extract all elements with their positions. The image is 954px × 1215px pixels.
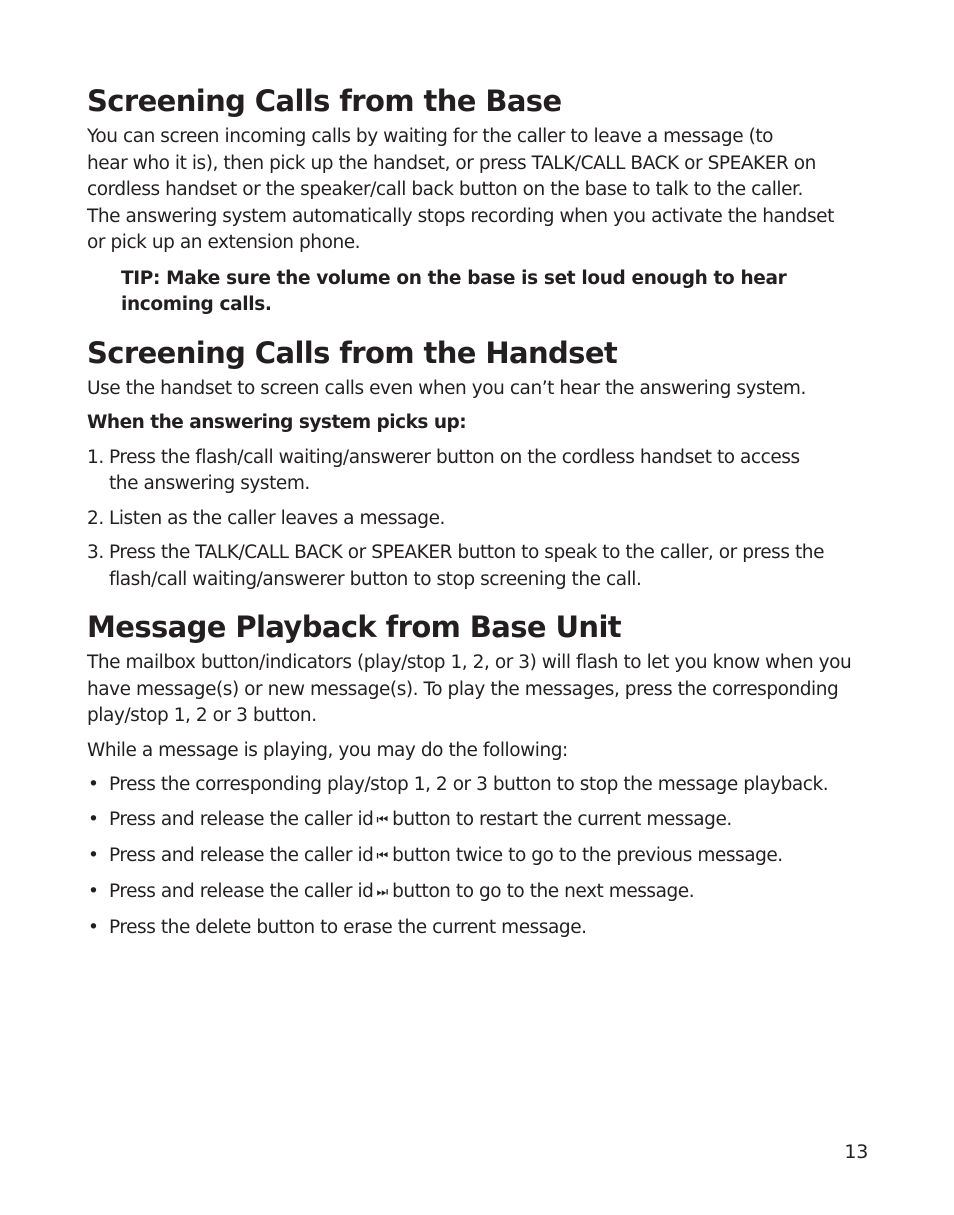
step-item: [87, 506, 877, 533]
text-line: The answering system automatically stops recording when you activate the handset: [87, 205, 834, 227]
text-line: Listen as the caller leaves a message.: [109, 507, 445, 529]
bullet-item: [87, 843, 877, 871]
bullet-item: [87, 807, 877, 835]
bullet-item: [87, 879, 877, 907]
text-line: hear who it is), then pick up the handset, or press TALK/CALL BACK or SPEAKER on: [87, 152, 816, 174]
screening-handset-intro: Use the handset to screen calls even when you can’t hear the answering system.: [87, 377, 806, 399]
bullet-text: Press and release the caller id: [109, 881, 374, 902]
step-item: [87, 445, 877, 498]
bullet-text: button twice to go to the previous message.: [392, 845, 783, 866]
text-line: Press the TALK/CALL BACK or SPEAKER button to speak to the caller, or press the: [109, 542, 825, 563]
bullet-icon: •: [88, 845, 99, 866]
playback-options-list: [87, 772, 877, 942]
text-line: The mailbox button/indicators (play/stop 1, 2, or 3) will flash to let you know when you: [87, 652, 852, 673]
step-number: 2.: [87, 507, 104, 529]
page-number: 13: [844, 1141, 868, 1163]
text-line: the answering system.: [109, 473, 310, 494]
bullet-icon: •: [88, 881, 99, 902]
tip-line: incoming calls.: [121, 294, 272, 315]
bullet-text: button to restart the current message.: [392, 809, 732, 830]
skip-back-icon: ⏮: [376, 849, 387, 864]
bullet-icon: •: [88, 774, 99, 795]
section-title-message-playback: Message Playback from Base Unit: [87, 610, 622, 644]
step-number: 3.: [87, 542, 104, 563]
text-line: or pick up an extension phone.: [87, 232, 361, 253]
text-line: flash/call waiting/answerer button to stop screening the call.: [109, 568, 642, 590]
bullet-icon: •: [88, 809, 99, 830]
section-title-screening-base: Screening Calls from the Base: [87, 84, 562, 118]
tip-note: [121, 266, 877, 319]
text-line: Press the flash/call waiting/answerer button on the cordless handset to access: [109, 446, 800, 468]
skip-forward-icon: ⏭: [376, 885, 387, 900]
message-playback-paragraph: [87, 650, 877, 730]
text-line: have message(s) or new message(s). To play the messages, press the corresponding: [87, 678, 839, 700]
section-title-screening-handset: Screening Calls from the Handset: [87, 335, 618, 370]
manual-page: [87, 82, 877, 950]
bullet-text: Press the delete button to erase the current message.: [109, 917, 587, 938]
bullet-item: [87, 915, 877, 942]
screening-steps-list: [87, 445, 877, 594]
bullet-item: [87, 772, 877, 799]
text-line: play/stop 1, 2 or 3 button.: [87, 705, 317, 726]
text-line: You can screen incoming calls by waiting for the caller to leave a message (to: [87, 126, 774, 147]
bullet-text: Press the corresponding play/stop 1, 2 or 3 button to stop the message playback.: [109, 774, 829, 795]
step-item: [87, 540, 877, 593]
bullet-text: button to go to the next message.: [392, 881, 695, 902]
bullet-text: Press and release the caller id: [109, 809, 374, 830]
skip-back-icon: ⏮: [376, 813, 387, 828]
text-line: cordless handset or the speaker/call back button on the base to talk to the caller.: [87, 179, 803, 200]
screening-base-paragraph: [87, 124, 877, 257]
bullet-icon: •: [88, 917, 99, 938]
step-number: 1.: [87, 446, 104, 468]
bullet-text: Press and release the caller id: [109, 845, 374, 866]
tip-line: TIP: Make sure the volume on the base is set loud enough to hear: [121, 267, 787, 289]
while-playing-paragraph: While a message is playing, you may do the following:: [87, 739, 568, 761]
steps-subheading: When the answering system picks up:: [87, 412, 467, 433]
